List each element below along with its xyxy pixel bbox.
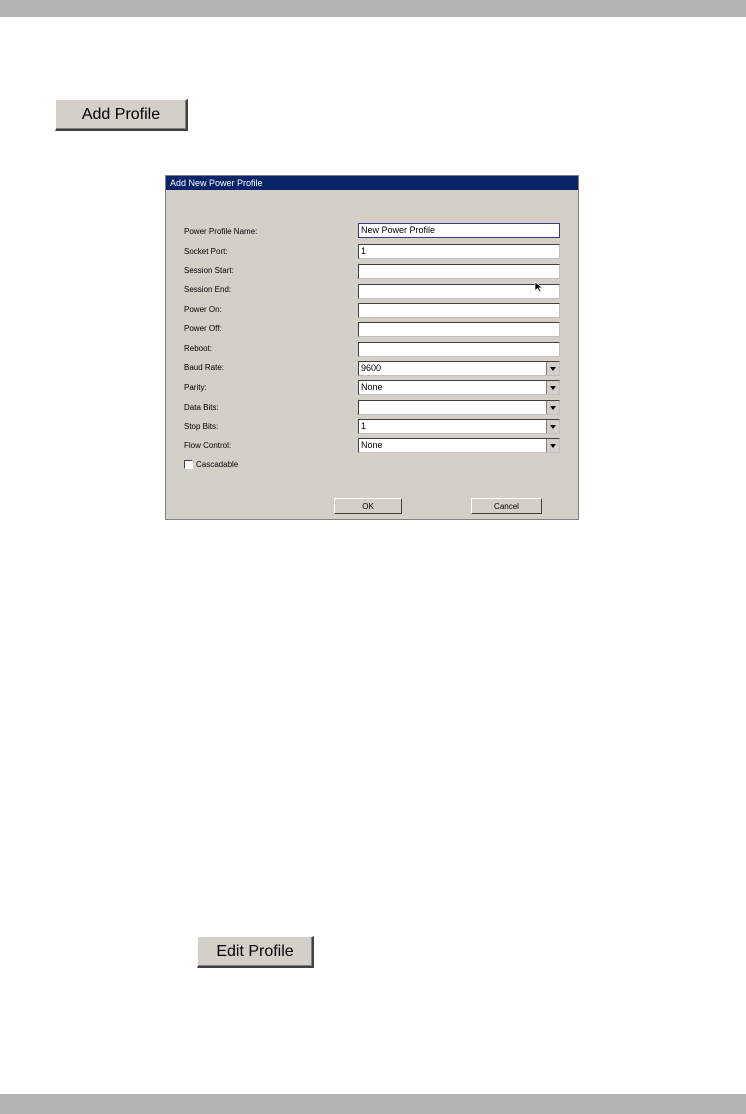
label-baud-rate: Baud Rate: [184,363,225,372]
label-session-start: Session Start: [184,266,234,275]
bottom-band [0,1094,746,1114]
chevron-down-icon[interactable] [546,439,559,452]
edit-profile-button[interactable]: Edit Profile [197,936,314,968]
chevron-down-icon[interactable] [546,362,559,375]
chevron-down-icon[interactable] [546,381,559,394]
flow-control-value: None [361,440,383,450]
label-socket-port: Socket Port: [184,247,228,256]
label-flow-control: Flow Control: [184,441,232,450]
label-power-off: Power Off: [184,324,222,333]
cancel-button[interactable]: Cancel [471,498,542,514]
socket-port-input[interactable]: 1 [358,244,560,259]
chevron-down-icon[interactable] [546,401,559,414]
dialog-title[interactable]: Add New Power Profile [166,176,578,190]
power-profile-name-input[interactable]: New Power Profile [358,223,560,238]
reboot-input[interactable] [358,342,560,357]
mouse-cursor-icon [534,281,544,293]
baud-rate-select[interactable] [358,361,560,376]
flow-control-select[interactable] [358,438,560,453]
label-stop-bits: Stop Bits: [184,422,219,431]
cascadable-checkbox-row[interactable] [184,460,238,469]
baud-rate-value: 9600 [361,363,382,373]
label-session-end: Session End: [184,285,232,294]
label-parity: Parity: [184,383,207,392]
label-power-profile-name: Power Profile Name: [184,227,258,236]
label-power-on: Power On: [184,305,222,314]
label-data-bits: Data Bits: [184,403,219,412]
chevron-down-icon[interactable] [546,420,559,433]
add-profile-button[interactable]: Add Profile [55,99,188,131]
stop-bits-select[interactable] [358,419,560,434]
cascadable-label: Cascadable [196,460,239,469]
session-start-input[interactable] [358,264,560,279]
top-band [0,0,746,17]
power-on-input[interactable] [358,303,560,318]
parity-select[interactable] [358,380,560,395]
parity-value: None [361,382,383,392]
stop-bits-value: 1 [361,421,367,431]
label-reboot: Reboot: [184,344,213,353]
ok-button[interactable]: OK [334,498,402,514]
cascadable-checkbox[interactable] [184,460,193,469]
power-off-input[interactable] [358,322,560,337]
data-bits-select[interactable] [358,400,560,415]
session-end-input[interactable] [358,284,560,299]
add-power-profile-dialog [165,175,579,520]
